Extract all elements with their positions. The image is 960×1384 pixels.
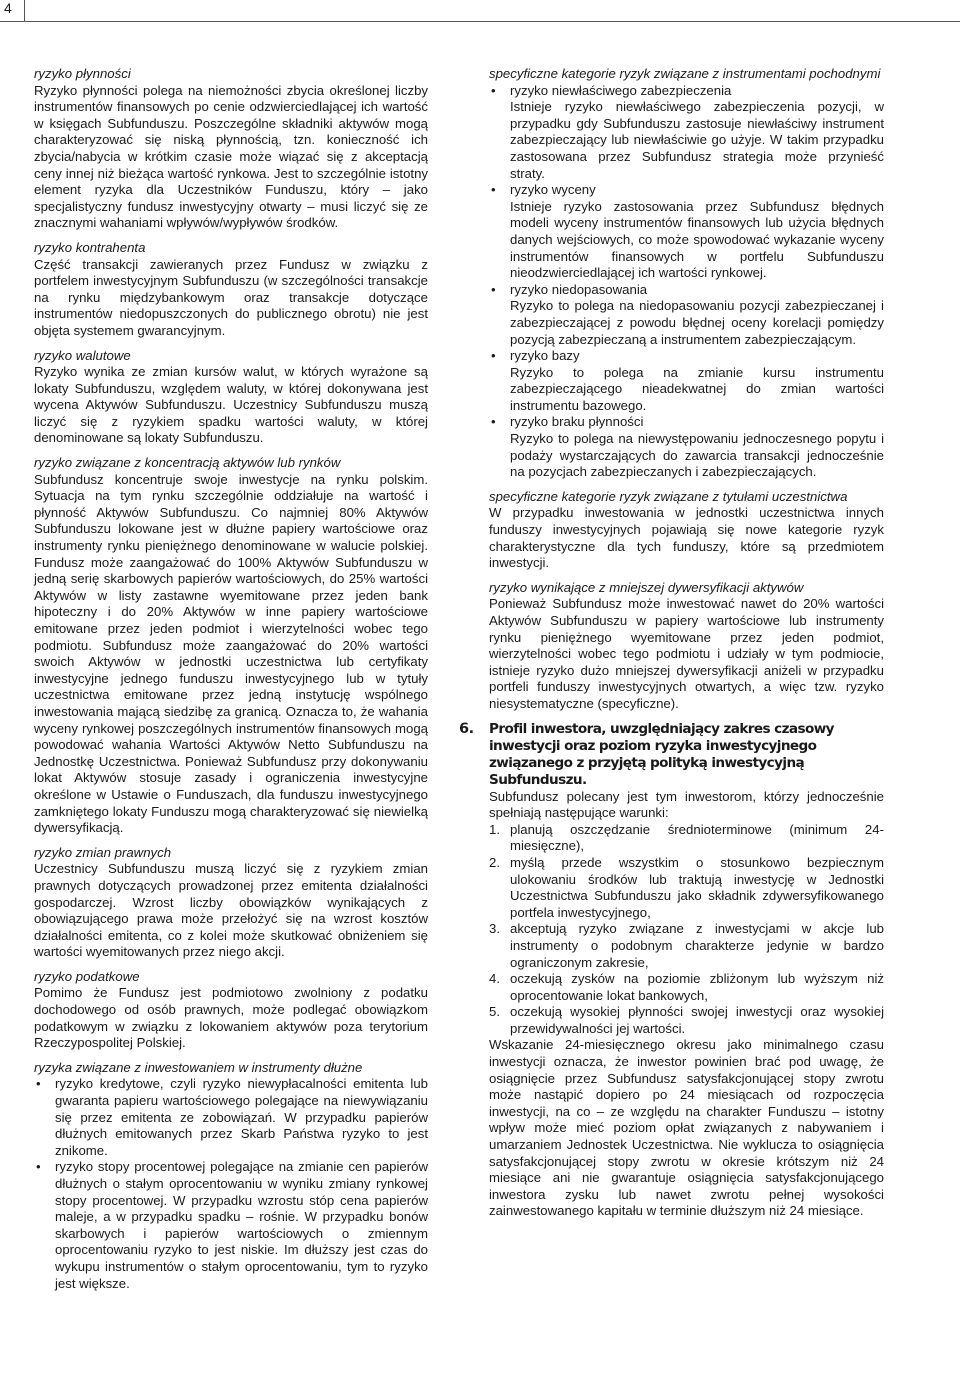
section-heading: specyficzne kategorie ryzyk związane z tytułami uczestnictwa [489, 488, 848, 504]
section-paragraph: Subfundusz koncentruje swoje inwestycje na rynku polskim. Sytuacja na tym rynku szczególnie oddziałuje na wartość i płynność Aktywów Subfunduszu. Co najmniej 80% Aktywów Subfunduszu lokowane jest w dłużne papiery wartościowe oraz instrumenty rynku pieniężnego denominowane w walucie polskiej. Fundusz może zaangażować do 100% Aktywów Subfunduszu w jedną serię skarbowych papierów wartościowych, do 25% wartości Aktywów w listy zastawne wyemitowane przez jeden bank hipoteczny i do 20% Aktywów w inne papiery wartościowe emitowane przez jeden podmiot i wierzytelności wobec tego podmiotu. Subfundusz może zaangażować do 20% wartości swoich Aktywów w jednostki uczestnictwa lub certyfikaty inwestycyjne jednego funduszu inwestycyjnego lub w tytuły uczestnictwa emitowane przez jedną instytucję wspólnego inwestowania mającą siedzibę za granicą. Oznacza to, że wahania wyceny rynkowej poszczególnych instrumentów finansowych mogą powodować wahania Wartości Aktywów Netto Subfunduszu na Jednostkę Uczestnictwa. Ponieważ Subfundusz przy dokonywaniu lokat Aktywów stosuje zasady i ograniczenia inwestycyjne określone w Ustawie o Funduszach, dla funduszu inwestycyjnego zamkniętego lokaty Funduszu mogą charakteryzować się niewielką dywersyfikacją. [34, 471, 428, 836]
section-heading: ryzyko walutowe [34, 347, 131, 363]
bullet-icon: • [491, 414, 496, 430]
section-heading: ryzyko zmian prawnych [34, 844, 172, 860]
section-currency-risk [34, 348, 428, 448]
section-debt-instruments [34, 1060, 428, 1292]
list-item-text: ryzyko stopy procentowej polegające na zmianie cen papierów dłużnych o stałym oprocentowaniu w wyniku zmiany rynkowej stopy procentowej. W przypadku wzrostu stóp cena papierów maleje, a w przypadku spadku – rośnie. W przypadku bonów skarbowych i papierów wartościowych o zmiennym oprocentowaniu ryzyko to jest niskie. Im dłuższy jest czas do wykupu instrumentów o stałym oprocentowaniu, tym to ryzyko jest większe. [55, 1159, 428, 1291]
bullet-list [34, 1076, 428, 1292]
bullet-icon: • [36, 1076, 41, 1092]
bullet-icon: • [491, 348, 496, 364]
list-item [34, 1159, 428, 1292]
list-item-text: Istnieje ryzyko zastosowania przez Subfundusz błędnych modeli wyceny instrumentów finansowych lub użycia błędnych danych wejściowych, co może spowodować wykazanie wyceny instrumentów finansowych w portfelu Subfunduszu nieodzwierciedlającej ich wartości rynkowej. [510, 198, 884, 281]
list-item-title: ryzyko wyceny [510, 182, 596, 198]
list-item-text: planują oszczędzanie średnioterminowe (minimum 24-miesięczne), [510, 821, 884, 854]
list-item-text: Ryzyko to polega na zmianie kursu instrumentu zabezpieczającego nieadekwatnej do zmian wartości instrumentu bazowego. [510, 364, 884, 413]
bullet-icon: • [491, 182, 496, 198]
section-title: Profil inwestora, uwzględniający zakres czasowy inwestycji oraz poziom ryzyka inwestycyjnego związanego z przyjętą polityką inwestycyjną Subfunduszu. [489, 720, 834, 788]
bullet-icon: • [491, 82, 496, 98]
list-item [489, 282, 884, 348]
section-liquidity-risk [34, 66, 428, 232]
bullet-list [489, 83, 884, 481]
section-paragraph: Uczestnicy Subfunduszu muszą liczyć się z ryzykiem zmian prawnych dotyczących prowadzonej przez emitenta działalności gospodarczej. Wzrost liczby obowiązków wynikających z obowiązującego prawa może przełożyć się na wzrost kosztów działalności emitenta, co z kolei może skutkować obniżeniem się wartości wyemitowanych przez niego akcji. [34, 861, 428, 960]
header-side-rule [24, 0, 25, 22]
right-column [459, 66, 884, 1220]
list-item [34, 1076, 428, 1159]
section-paragraph: Ponieważ Subfundusz może inwestować nawet do 20% wartości Aktywów Subfunduszu w papiery wartościowe lub instrumenty rynku pieniężnego wyemitowane przez jeden podmiot, wierzytelności wobec tego podmiotu i udziały w tym podmiocie, istnieje ryzyko dużo mniejszej dywersyfikacji aniżeli w przypadku portfeli funduszy inwestycyjnych otwartych, a więc tzw. ryzyko niesystematyczne (specyficzne). [489, 596, 884, 711]
list-item [489, 83, 884, 183]
numbered-list [489, 822, 884, 1038]
left-column [34, 66, 428, 1300]
section-derivatives-risk [489, 66, 884, 481]
list-item-number: 4. [489, 971, 500, 987]
list-item [489, 348, 884, 414]
section-heading: ryzyko płynności [34, 66, 131, 81]
section-heading: ryzyko związane z koncentracją aktywów lub rynków [34, 455, 341, 471]
section-paragraph: Ryzyko wynika ze zmian kursów walut, w których wyrażone są lokaty Subfunduszu, względem waluty, w której dokonywana jest wycena Aktywów Subfunduszu. Uczestnicy Subfunduszu muszą liczyć się z ryzykiem spadku wartości waluty, w której denominowane są lokaty Subfunduszu. [34, 364, 428, 446]
section-intro: Subfundusz polecany jest tym inwestorom, którzy jednocześnie spełniają następujące warunki: [489, 788, 884, 821]
section-heading: specyficzne kategorie ryzyk związane z instrumentami pochodnymi [489, 66, 881, 81]
section-paragraph: Część transakcji zawieranych przez Fundusz w związku z portfelem inwestycyjnym Subfunduszu (w szczególności transakcje na rynku międzybankowym oraz transakcje dotyczące instrumentów niedopuszczonych do publicznego obrotu) nie jest objęta systemem gwarancyjnym. [34, 256, 428, 338]
bullet-icon: • [36, 1159, 41, 1175]
list-item [489, 1004, 884, 1037]
section-paragraph: Ryzyko płynności polega na niemożności zbycia określonej liczby instrumentów finansowych po cenie odzwierciedlającej ich wartość w księgach Subfunduszu. Poszczególne składniki aktywów mogą charakteryzować się niską płynnością, tzn. konieczność ich zbycia/nabycia w krótkim czasie może wiązać się z akceptacją ceny innej niż bieżąca wartość rynkowa. Jest to szczególnie istotny element ryzyka dla Uczestników Funduszu, który – jako specjalistyczny fundusz inwestycyjny otwarty – musi liczyć się ze znacznymi wahaniami wpływów/wypływów środków. [34, 82, 428, 231]
section-tax-risk [34, 969, 428, 1052]
list-item-text: Ryzyko to polega na niedopasowaniu pozycji zabezpieczanej i zabezpieczającej z powodu błędnej oceny korelacji pomiędzy pozycją zabezpieczaną a instrumentem zabezpieczającym. [510, 298, 884, 347]
list-item-title: ryzyko bazy [510, 348, 580, 364]
section-concentration-risk [34, 455, 428, 837]
page-number: 4 [4, 0, 12, 16]
list-item-title: ryzyko braku płynności [510, 414, 644, 430]
section-heading: ryzyko kontrahenta [34, 239, 146, 255]
list-item [489, 414, 884, 480]
list-item [489, 971, 884, 1004]
section-diversification-risk [489, 580, 884, 713]
header-rule [0, 21, 960, 22]
section-counterparty-risk [34, 240, 428, 340]
list-item-text: ryzyko kredytowe, czyli ryzyko niewypłacalności emitenta lub gwaranta papieru wartościowego polegające na niewywiązaniu się przez emitenta ze zobowiązań. W przypadku papierów dłużnych emitowanych przez Skarb Państwa ryzyko to jest znikome. [55, 1076, 428, 1158]
section-investor-profile [459, 720, 884, 1220]
section-heading: ryzyko podatkowe [34, 968, 140, 984]
list-item-title: ryzyko niedopasowania [510, 281, 648, 297]
section-legal-risk [34, 845, 428, 961]
list-item [489, 921, 884, 971]
list-item-number: 2. [489, 854, 500, 870]
list-item-title: ryzyko niewłaściwego zabezpieczenia [510, 82, 732, 98]
section-number: 6. [459, 720, 474, 737]
list-item-text: Ryzyko to polega na niewystępowaniu jednoczesnego popytu i podaży wystarczających do zawarcia transakcji jednocześnie na pozycjach zabezpieczanych i zabezpieczających. [510, 431, 884, 480]
bullet-icon: • [491, 281, 496, 297]
list-item-number: 5. [489, 1004, 500, 1020]
section-heading: ryzyko wynikające z mniejszej dywersyfikacji aktywów [489, 579, 804, 595]
section-heading: ryzyka związane z inwestowaniem w instrumenty dłużne [34, 1059, 363, 1075]
section-participation-titles-risk [489, 489, 884, 572]
section-paragraph: Wskazanie 24-miesięcznego okresu jako minimalnego czasu inwestycji oznacza, że inwestor powinien brać pod uwagę, że osiągnięcie przez Subfundusz satysfakcjonującej stopy zwrotu może nastąpić dopiero po 24 miesiącach od rozpoczęcia inwestycji, na co – ze względu na charakter Funduszu – istotny wpływ może mieć poziom opłat związanych z nabywaniem i umarzaniem Jednostek Uczestnictwa. Nie wyklucza to osiągnięcia satysfakcjonującej stopy zwrotu w okresie krótszym niż 24 miesiące ani nie gwarantuje osiągnięcia satysfakcjonującego inwestora zysku lub nawet zwrotu pełnej wysokości zainwestowanego kapitału w terminie dłuższym niż 24 miesiące. [489, 1037, 884, 1219]
list-item-text: oczekują zysków na poziomie zbliżonym lub wyższym niż oprocentowanie lokat bankowych, [510, 971, 884, 1003]
list-item-text: myślą przede wszystkim o stosunkowo bezpiecznym ulokowaniu środków lub traktują inwestycję w Jednostki Uczestnictwa Subfunduszu jako składnik zdywersyfikowanego portfela inwestycyjnego, [510, 854, 884, 920]
section-paragraph: W przypadku inwestowania w jednostki uczestnictwa innych funduszy inwestycyjnych pojawiają się nowe kategorie ryzyk charakterystyczne dla tych funduszy, które są przedmiotem inwestycji. [489, 505, 884, 571]
list-item-number: 1. [489, 821, 500, 837]
list-item-text: akceptują ryzyko związane z inwestycjami w akcje lub instrumenty o podobnym charakterze jedynie w bardzo ograniczonym zakresie, [510, 921, 884, 970]
list-item-text: oczekują wysokiej płynności swojej inwestycji oraz wysokiej przewidywalności jej wartości. [510, 1004, 884, 1036]
section-paragraph: Pomimo że Fundusz jest podmiotowo zwolniony z podatku dochodowego od osób prawnych, może podlegać obowiązkom podatkowym w związku z lokowaniem aktywów poza terytorium Rzeczypospolitej Polskiej. [34, 985, 428, 1051]
list-item [489, 822, 884, 855]
list-item-number: 3. [489, 921, 500, 937]
list-item [489, 855, 884, 921]
list-item-text: Istnieje ryzyko niewłaściwego zabezpieczenia pozycji, w przypadku gdy Subfunduszu zastosuje niewłaściwy instrument zabezpieczający lub niewłaściwie go użyje. W takim przypadku zastosowana przez Subfundusz strategia może przynieść straty. [510, 99, 884, 181]
list-item [489, 182, 884, 282]
